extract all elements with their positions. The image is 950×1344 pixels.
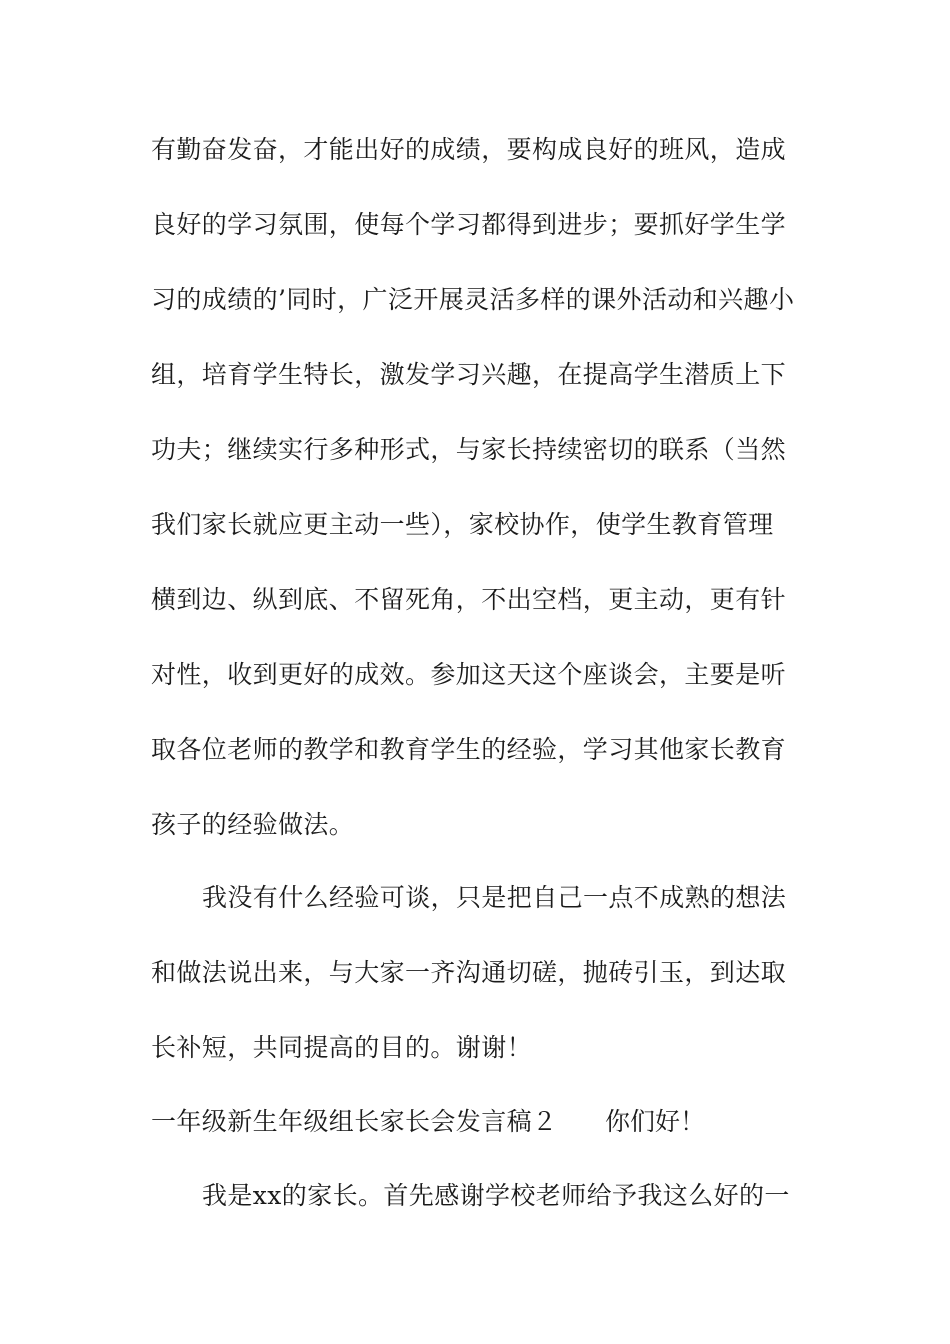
section-heading: 一年级新生年级组长家长会发言稿２ — [151, 1107, 558, 1136]
paragraph-3-line-1: 我是xx的家长。首先感谢学校老师给予我这么好的一 — [202, 1181, 790, 1210]
paragraph-1-line-1: 有勤奋发奋，才能出好的成绩，要构成良好的班风，造成 — [151, 135, 787, 164]
greeting: 你们好！ — [605, 1107, 706, 1136]
paragraph-1-line-7: 横到边、纵到底、不留死角，不出空档，更主动，更有针 — [151, 585, 787, 614]
paragraph-1-line-10: 孩子的经验做法。 — [151, 810, 355, 839]
paragraph-1-line-6: 我们家长就应更主动一些），家校协作，使学生教育管理 — [151, 510, 774, 539]
paragraph-1-line-2: 良好的学习氛围，使每个学习都得到进步；要抓好学生学 — [151, 210, 787, 239]
paragraph-2-line-3: 长补短，共同提高的目的。谢谢！ — [151, 1033, 533, 1062]
paragraph-1-line-5: 功夫；继续实行多种形式，与家长持续密切的联系（当然 — [151, 435, 787, 464]
paragraph-1-line-9: 取各位老师的教学和教育学生的经验，学习其他家长教育 — [151, 735, 787, 764]
paragraph-2-line-2: 和做法说出来，与大家一齐沟通切磋，抛砖引玉，到达取 — [151, 958, 787, 987]
paragraph-1-line-3: 习的成绩的’同时，广泛开展灵活多样的课外活动和兴趣小 — [151, 285, 795, 314]
paragraph-1-line-4: 组，培育学生特长，激发学习兴趣，在提高学生潜质上下 — [151, 360, 787, 389]
paragraph-1-line-8: 对性，收到更好的成效。参加这天这个座谈会，主要是听 — [151, 660, 787, 689]
paragraph-2-line-1: 我没有什么经验可谈，只是把自己一点不成熟的想法 — [202, 883, 787, 912]
